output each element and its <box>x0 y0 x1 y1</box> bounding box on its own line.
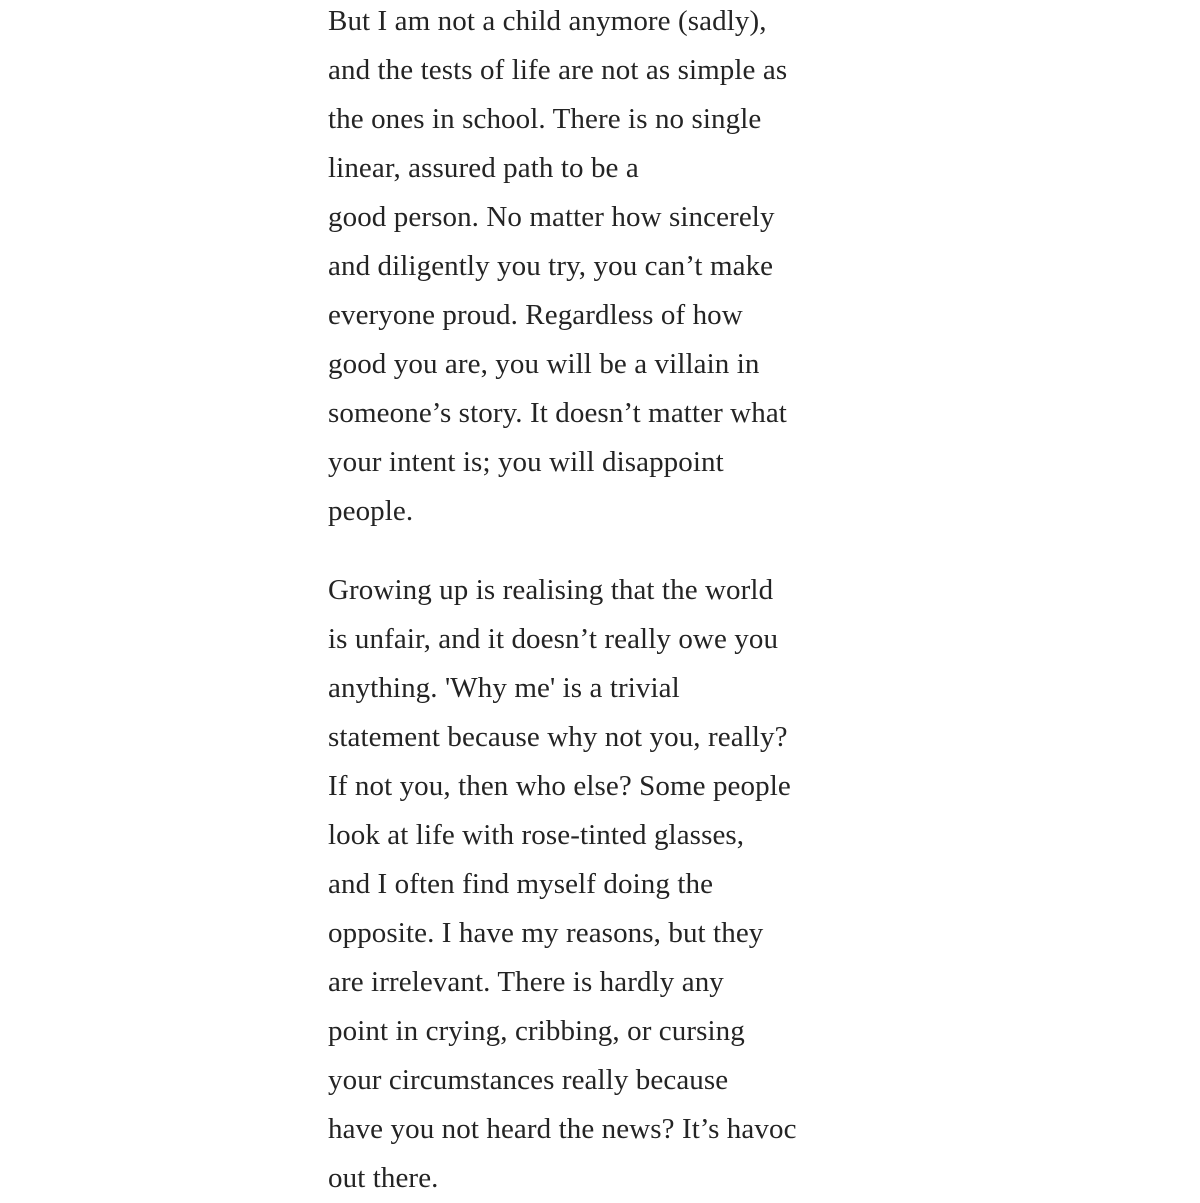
paragraph-1 <box>328 0 787 536</box>
paragraph-line: look at life with rose-tinted glasses, <box>328 819 745 851</box>
paragraph-line: people. <box>328 495 414 527</box>
paragraph-line: and diligently you try, you can’t make <box>328 250 774 282</box>
paragraph-line: good person. No matter how sincerely <box>328 201 775 233</box>
paragraph-line: are irrelevant. There is hardly any <box>328 966 724 998</box>
paragraph-line: someone’s story. It doesn’t matter what <box>328 397 787 429</box>
paragraph-line: Growing up is realising that the world <box>328 574 774 606</box>
paragraph-2 <box>328 566 797 1203</box>
paragraph-line: out there. <box>328 1162 439 1194</box>
paragraph-line: the ones in school. There is no single <box>328 103 762 135</box>
paragraph-line: is unfair, and it doesn’t really owe you <box>328 623 779 655</box>
paragraph-line: everyone proud. Regardless of how <box>328 299 743 331</box>
paragraph-line: your circumstances really because <box>328 1064 729 1096</box>
paragraph-line: linear, assured path to be a <box>328 152 639 184</box>
paragraph-line: good you are, you will be a villain in <box>328 348 760 380</box>
paragraph-line: But I am not a child anymore (sadly), <box>328 5 767 37</box>
paragraph-line: your intent is; you will disappoint <box>328 446 724 478</box>
paragraph-line: and the tests of life are not as simple as <box>328 54 788 86</box>
paragraph-line: If not you, then who else? Some people <box>328 770 791 802</box>
paragraph-line: and I often find myself doing the <box>328 868 714 900</box>
paragraph-line: point in crying, cribbing, or cursing <box>328 1015 745 1047</box>
paragraph-line: opposite. I have my reasons, but they <box>328 917 764 949</box>
paragraph-line: anything. 'Why me' is a trivial <box>328 672 680 704</box>
paragraph-line: have you not heard the news? It’s havoc <box>328 1113 797 1145</box>
paragraph-line: statement because why not you, really? <box>328 721 788 753</box>
